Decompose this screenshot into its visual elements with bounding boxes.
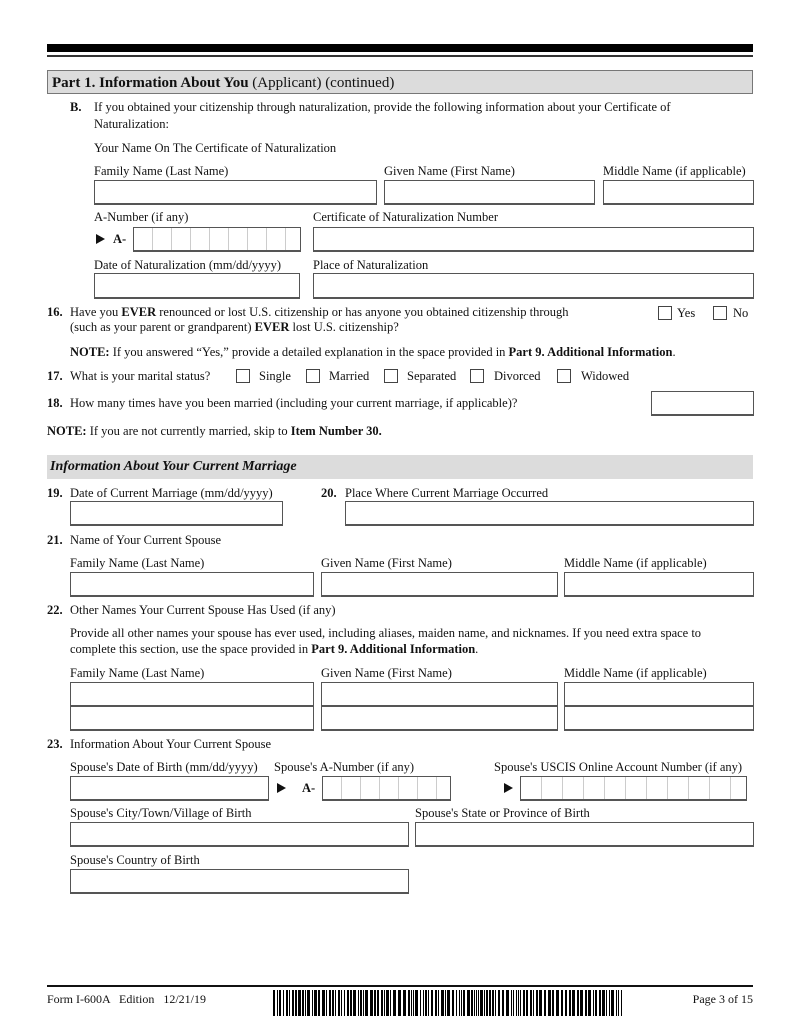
barcode-bar <box>438 990 439 1016</box>
q17-text: What is your marital status? <box>70 369 211 383</box>
separated-checkbox[interactable] <box>384 369 398 383</box>
q16-no-checkbox[interactable] <box>713 306 727 320</box>
barcode <box>273 990 625 1016</box>
widowed-checkbox[interactable] <box>557 369 571 383</box>
barcode-bar <box>393 990 396 1016</box>
barcode-bar <box>307 990 310 1016</box>
times-married-input[interactable] <box>651 391 754 416</box>
barcode-bar <box>518 990 519 1016</box>
item-b-text-2: Naturalization: <box>94 117 169 131</box>
barcode-bar <box>358 990 359 1016</box>
barcode-bar <box>415 990 418 1016</box>
barcode-bar <box>580 990 583 1016</box>
barcode-bar <box>341 990 342 1016</box>
marriage-date-input[interactable] <box>70 501 283 526</box>
barcode-bar <box>289 990 290 1016</box>
family-name-label: Family Name (Last Name) <box>94 164 229 178</box>
barcode-bar <box>326 990 327 1016</box>
a-number-input[interactable] <box>133 227 301 252</box>
barcode-bar <box>374 990 376 1016</box>
barcode-bar <box>386 990 389 1016</box>
cert-number-label: Certificate of Naturalization Number <box>313 210 498 224</box>
barcode-bar <box>318 990 320 1016</box>
q23-number: 23. <box>47 737 63 751</box>
barcode-bar <box>498 990 500 1016</box>
barcode-bar <box>456 990 457 1016</box>
barcode-bar <box>377 990 379 1016</box>
married-label: Married <box>329 369 370 383</box>
barcode-bar <box>533 990 534 1016</box>
barcode-bar <box>536 990 538 1016</box>
q16-yes-label: Yes <box>677 306 696 320</box>
other-given-input-2[interactable] <box>321 706 558 731</box>
barcode-bar <box>495 990 496 1016</box>
q19-number: 19. <box>47 486 63 500</box>
barcode-bar <box>606 990 607 1016</box>
page-number: Page 3 of 15 <box>692 992 753 1006</box>
place-naturalization-input[interactable] <box>313 273 754 299</box>
date-naturalization-input[interactable] <box>94 273 300 299</box>
cert-middle-name-input[interactable] <box>603 180 754 205</box>
single-label: Single <box>259 369 291 383</box>
spouse-dob-label: Spouse's Date of Birth (mm/dd/yyyy) <box>70 760 258 774</box>
barcode-bar <box>476 990 477 1016</box>
barcode-bar <box>435 990 437 1016</box>
spouse-country-input[interactable] <box>70 869 409 894</box>
barcode-bar <box>314 990 317 1016</box>
q18-number: 18. <box>47 396 63 410</box>
a-number-label: A-Number (if any) <box>94 210 189 224</box>
a-prefix: A- <box>113 232 127 246</box>
barcode-bar <box>585 990 587 1016</box>
barcode-bar <box>513 990 514 1016</box>
barcode-bar <box>338 990 340 1016</box>
q22-number: 22. <box>47 603 63 617</box>
barcode-bar <box>520 990 521 1016</box>
cert-family-name-input[interactable] <box>94 180 377 205</box>
item-b-text: If you obtained your citizenship through naturalization, provide the following information about your Certificate of <box>94 100 671 114</box>
barcode-bar <box>441 990 444 1016</box>
barcode-bar <box>431 990 433 1016</box>
barcode-bar <box>312 990 313 1016</box>
q23-text: Information About Your Current Spouse <box>70 737 272 751</box>
q22-text: Other Names Your Current Spouse Has Used (if any) <box>70 603 336 617</box>
barcode-bar <box>283 990 284 1016</box>
barcode-bar <box>569 990 571 1016</box>
barcode-bar <box>277 990 278 1016</box>
q16-text: Have you EVER renounced or lost U.S. citizenship or has anyone you obtained citizenship through <box>70 305 569 319</box>
barcode-bar <box>561 990 563 1016</box>
given-name-label: Given Name (First Name) <box>384 164 515 178</box>
barcode-bar <box>408 990 410 1016</box>
barcode-bar <box>502 990 504 1016</box>
barcode-bar <box>445 990 446 1016</box>
spouse-family-label: Family Name (Last Name) <box>70 556 205 570</box>
q22-instructions-2: complete this section, use the space provided in Part 9. Additional Information. <box>70 642 479 656</box>
barcode-bar <box>565 990 567 1016</box>
barcode-bar <box>516 990 517 1016</box>
barcode-bar <box>530 990 532 1016</box>
spouse-anum-label: Spouse's A-Number (if any) <box>274 760 415 774</box>
barcode-bar <box>452 990 454 1016</box>
spouse-country-label: Spouse's Country of Birth <box>70 853 200 867</box>
barcode-bar <box>305 990 306 1016</box>
other-family-input-1[interactable] <box>70 682 314 707</box>
barcode-bar <box>489 990 491 1016</box>
other-family-input-2[interactable] <box>70 706 314 731</box>
q20-number: 20. <box>321 486 337 500</box>
barcode-bar <box>423 990 424 1016</box>
barcode-bar <box>480 990 483 1016</box>
barcode-bar <box>360 990 362 1016</box>
q19-text: Date of Current Marriage (mm/dd/yyyy) <box>70 486 273 500</box>
barcode-bar <box>279 990 281 1016</box>
barcode-bar <box>548 990 551 1016</box>
barcode-bar <box>593 990 594 1016</box>
other-family-label: Family Name (Last Name) <box>70 666 205 680</box>
barcode-bar <box>344 990 345 1016</box>
barcode-bar <box>461 990 462 1016</box>
separated-label: Separated <box>407 369 457 383</box>
spouse-city-label: Spouse's City/Town/Village of Birth <box>70 806 252 820</box>
barcode-bar <box>544 990 546 1016</box>
divorced-checkbox[interactable] <box>470 369 484 383</box>
spouse-given-input[interactable] <box>321 572 558 597</box>
barcode-bar <box>577 990 579 1016</box>
barcode-bar <box>486 990 488 1016</box>
barcode-bar <box>556 990 559 1016</box>
other-given-input-1[interactable] <box>321 682 558 707</box>
barcode-bar <box>298 990 301 1016</box>
barcode-bar <box>363 990 364 1016</box>
barcode-bar <box>295 990 297 1016</box>
barcode-bar <box>381 990 383 1016</box>
barcode-bar <box>420 990 421 1016</box>
barcode-bar <box>335 990 336 1016</box>
barcode-bar <box>602 990 605 1016</box>
barcode-bar <box>511 990 512 1016</box>
barcode-bar <box>471 990 473 1016</box>
barcode-bar <box>403 990 406 1016</box>
barcode-bar <box>588 990 591 1016</box>
q18-text: How many times have you been married (including your current marriage, if applicable)? <box>70 396 518 410</box>
date-naturalization-label: Date of Naturalization (mm/dd/yyyy) <box>94 258 282 272</box>
single-checkbox[interactable] <box>236 369 250 383</box>
spouse-uscis-input[interactable] <box>520 776 747 801</box>
barcode-bar <box>621 990 622 1016</box>
marriage-place-input[interactable] <box>345 501 754 526</box>
spouse-a-prefix: A- <box>302 781 316 795</box>
barcode-bar <box>286 990 288 1016</box>
note-skip: NOTE: If you are not currently married, skip to Item Number 30. <box>47 424 382 438</box>
married-checkbox[interactable] <box>306 369 320 383</box>
middle-name-label: Middle Name (if applicable) <box>603 164 746 178</box>
barcode-bar <box>413 990 414 1016</box>
other-given-label: Given Name (First Name) <box>321 666 452 680</box>
barcode-bar <box>523 990 525 1016</box>
barcode-bar <box>353 990 356 1016</box>
barcode-bar <box>595 990 597 1016</box>
form-edition: Form I-600A Edition 12/21/19 <box>47 992 206 1006</box>
barcode-bar <box>390 990 391 1016</box>
barcode-bar <box>506 990 509 1016</box>
spouse-state-input[interactable] <box>415 822 754 847</box>
part-header <box>47 70 753 94</box>
barcode-bar <box>447 990 450 1016</box>
barcode-bar <box>370 990 373 1016</box>
spouse-given-label: Given Name (First Name) <box>321 556 452 570</box>
barcode-bar <box>463 990 465 1016</box>
cert-number-input[interactable] <box>313 227 754 252</box>
q16-text-2: (such as your parent or grandparent) EVER lost U.S. citizenship? <box>70 320 399 334</box>
barcode-bar <box>484 990 485 1016</box>
part-title: Part 1. Information About You <box>52 75 249 91</box>
other-middle-input-2[interactable] <box>564 706 754 731</box>
arrow-icon <box>96 234 105 244</box>
barcode-bar <box>526 990 528 1016</box>
q16-yes-checkbox[interactable] <box>658 306 672 320</box>
barcode-bar <box>398 990 401 1016</box>
barcode-bar <box>428 990 429 1016</box>
other-middle-label: Middle Name (if applicable) <box>564 666 707 680</box>
place-naturalization-label: Place of Naturalization <box>313 258 429 272</box>
q16-no-label: No <box>733 306 749 320</box>
q17-number: 17. <box>47 369 63 383</box>
item-b-number: B. <box>70 100 82 114</box>
barcode-bar <box>611 990 614 1016</box>
barcode-bar <box>329 990 331 1016</box>
q21-number: 21. <box>47 533 63 547</box>
q22-instructions: Provide all other names your spouse has ever used, including aliases, maiden name, and nicknames. If you need extra space to <box>70 626 702 640</box>
barcode-bar <box>467 990 470 1016</box>
barcode-bar <box>609 990 610 1016</box>
barcode-bar <box>618 990 619 1016</box>
section-title: Information About Your Current Marriage <box>50 459 297 474</box>
barcode-bar <box>572 990 575 1016</box>
spouse-middle-label: Middle Name (if applicable) <box>564 556 707 570</box>
barcode-bar <box>459 990 460 1016</box>
other-middle-input-1[interactable] <box>564 682 754 707</box>
spouse-a-number-input[interactable] <box>322 776 451 801</box>
arrow-icon <box>504 783 513 793</box>
barcode-bar <box>616 990 617 1016</box>
barcode-bar <box>478 990 479 1016</box>
barcode-bar <box>411 990 412 1016</box>
q21-text: Name of Your Current Spouse <box>70 533 222 547</box>
divorced-label: Divorced <box>494 369 541 383</box>
part-subtitle: (Applicant) (continued) <box>248 75 395 91</box>
barcode-bar <box>302 990 304 1016</box>
barcode-bar <box>332 990 334 1016</box>
spouse-city-input[interactable] <box>70 822 409 847</box>
barcode-bar <box>347 990 349 1016</box>
arrow-icon <box>277 783 286 793</box>
barcode-bar <box>474 990 475 1016</box>
spouse-state-label: Spouse's State or Province of Birth <box>415 806 590 820</box>
barcode-bar <box>273 990 275 1016</box>
barcode-bar <box>292 990 294 1016</box>
barcode-bar <box>599 990 601 1016</box>
q16-number: 16. <box>47 305 63 319</box>
spouse-dob-input[interactable] <box>70 776 269 801</box>
barcode-bar <box>322 990 325 1016</box>
top-rule-thin <box>47 55 753 57</box>
widowed-label: Widowed <box>581 369 630 383</box>
cert-given-name-input[interactable] <box>384 180 595 205</box>
q20-text: Place Where Current Marriage Occurred <box>345 486 549 500</box>
barcode-bar <box>384 990 385 1016</box>
section-header <box>47 455 753 479</box>
barcode-bar <box>492 990 494 1016</box>
spouse-family-input[interactable] <box>70 572 314 597</box>
spouse-middle-input[interactable] <box>564 572 754 597</box>
footer-rule <box>47 985 753 987</box>
barcode-bar <box>350 990 352 1016</box>
barcode-bar <box>539 990 542 1016</box>
note-16: NOTE: If you answered “Yes,” provide a detailed explanation in the space provided in Part 9. Additional Information. <box>70 345 676 359</box>
top-rule-thick <box>47 44 753 52</box>
spouse-uscis-label: Spouse's USCIS Online Account Number (if any) <box>494 760 743 774</box>
barcode-bar <box>552 990 554 1016</box>
barcode-bar <box>365 990 368 1016</box>
cert-name-subhead: Your Name On The Certificate of Naturalization <box>94 141 337 155</box>
barcode-bar <box>425 990 427 1016</box>
